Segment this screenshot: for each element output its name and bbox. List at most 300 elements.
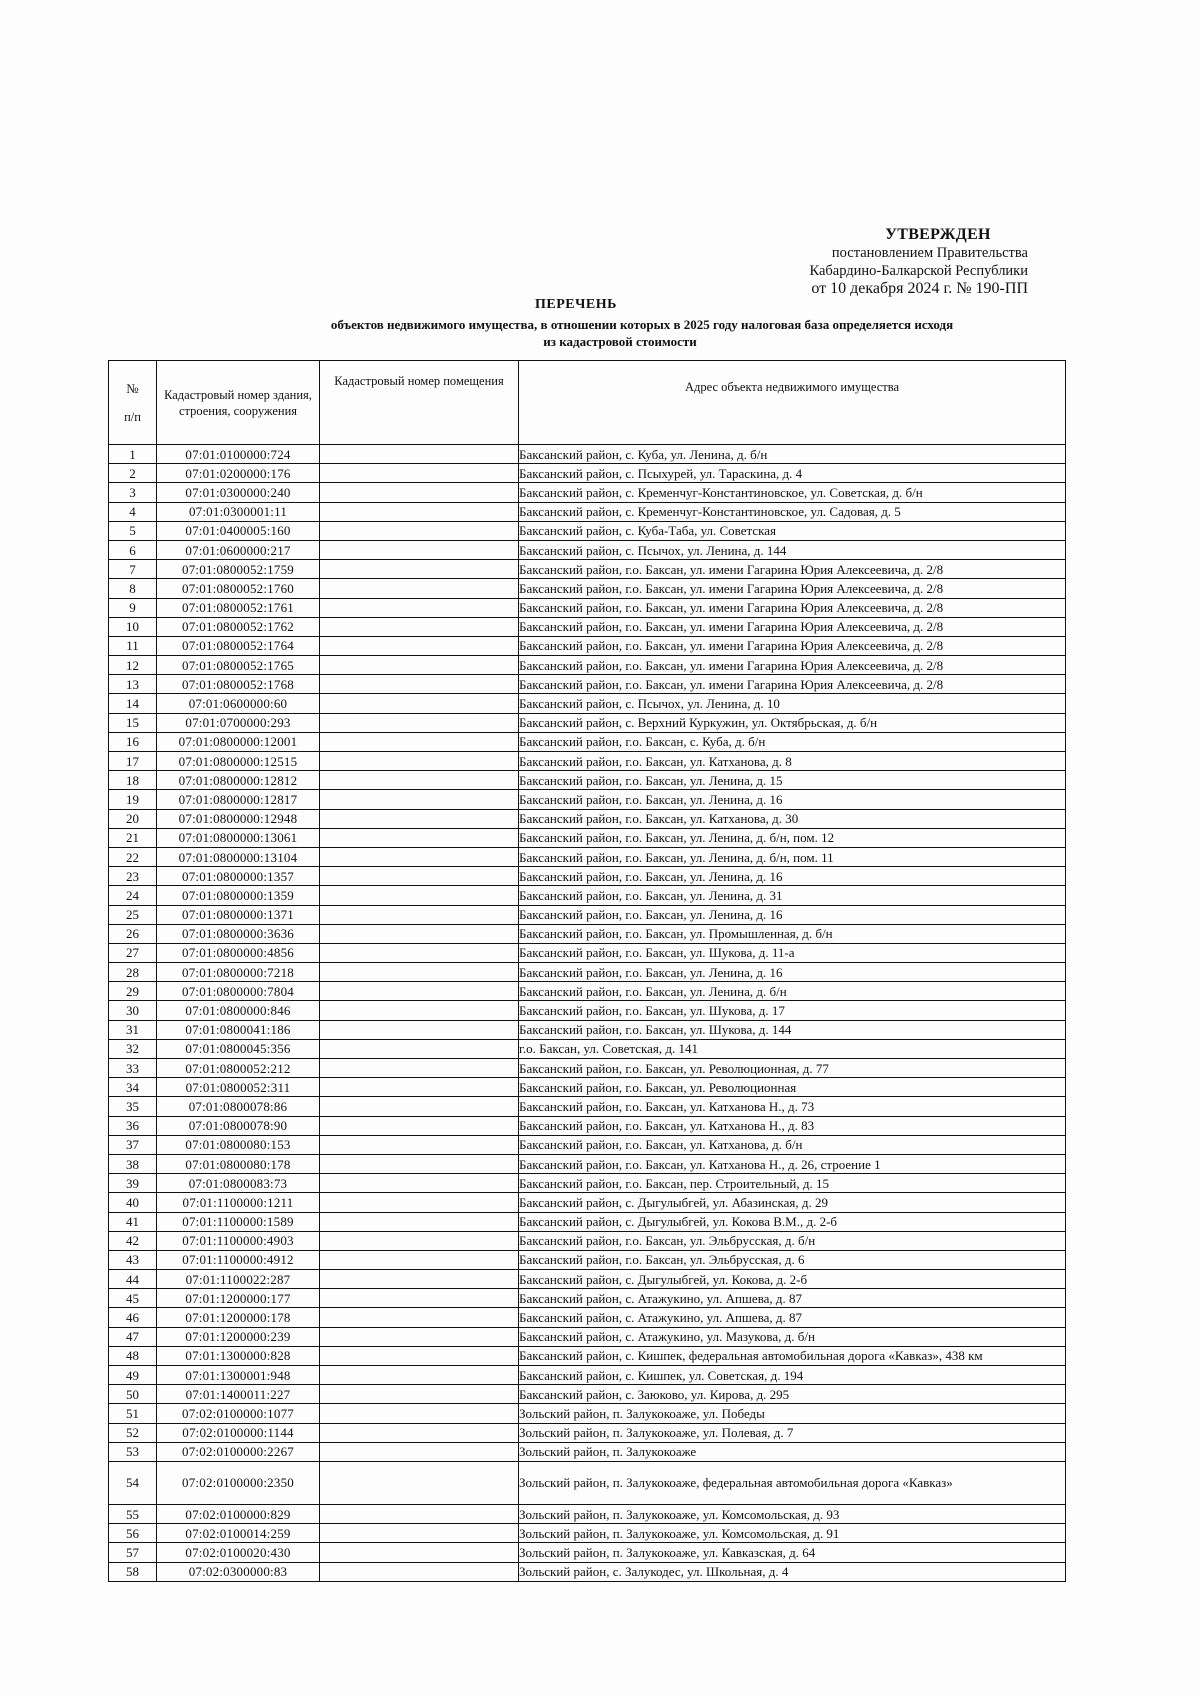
cell-building-cadastral: 07:01:0800000:1371 [157,905,320,924]
cell-address: Баксанский район, г.о. Баксан, ул. имени Гагарина Юрия Алексеевича, д. 2/8 [519,560,1066,579]
table-row [109,1039,1066,1058]
cell-room-cadastral [320,502,519,521]
cell-number: 35 [109,1097,157,1116]
cell-address: Баксанский район, г.о. Баксан, ул. Катханова, д. 8 [519,752,1066,771]
cell-building-cadastral: 07:01:0800045:356 [157,1039,320,1058]
cell-room-cadastral [320,1135,519,1154]
cell-building-cadastral: 07:01:1200000:178 [157,1308,320,1327]
cell-number: 7 [109,560,157,579]
cell-address: Баксанский район, с. Кишпек, федеральная автомобильная дорога «Кавказ», 438 км [519,1346,1066,1365]
table-row [109,445,1066,464]
title-main: ПЕРЕЧЕНЬ [535,297,617,312]
cell-number: 47 [109,1327,157,1346]
table-row [109,732,1066,751]
cell-number: 50 [109,1385,157,1404]
cell-address: Баксанский район, г.о. Баксан, ул. имени Гагарина Юрия Алексеевича, д. 2/8 [519,598,1066,617]
cell-room-cadastral [320,1020,519,1039]
cell-number: 37 [109,1135,157,1154]
cell-number: 58 [109,1562,157,1581]
cell-room-cadastral [320,1289,519,1308]
cell-building-cadastral: 07:01:0800080:153 [157,1135,320,1154]
cell-room-cadastral [320,771,519,790]
cell-building-cadastral: 07:01:1100000:1211 [157,1193,320,1212]
table-row [109,579,1066,598]
cell-room-cadastral [320,1212,519,1231]
cell-room-cadastral [320,752,519,771]
cell-address: Баксанский район, г.о. Баксан, ул. Катханова, д. б/н [519,1135,1066,1154]
cell-building-cadastral: 07:01:1200000:239 [157,1327,320,1346]
cell-number: 40 [109,1193,157,1212]
cell-address: Зольский район, п. Залукокоаже, ул. Комсомольская, д. 91 [519,1524,1066,1543]
cell-number: 23 [109,867,157,886]
cell-number: 46 [109,1308,157,1327]
cell-room-cadastral [320,617,519,636]
cell-number: 29 [109,982,157,1001]
cell-address: Баксанский район, с. Куба-Таба, ул. Советская [519,521,1066,540]
cell-building-cadastral: 07:01:0300001:11 [157,502,320,521]
cell-room-cadastral [320,1504,519,1523]
header-number-pp: п/п [124,409,141,424]
table-row [109,1231,1066,1250]
table-row [109,1097,1066,1116]
cell-building-cadastral: 07:01:0800000:13061 [157,828,320,847]
cell-address: Баксанский район, г.о. Баксан, ул. Ленина, д. 15 [519,771,1066,790]
cell-address: Баксанский район, с. Атажукино, ул. Мазукова, д. б/н [519,1327,1066,1346]
cell-room-cadastral [320,675,519,694]
cell-building-cadastral: 07:02:0300000:83 [157,1562,320,1581]
table-row [109,675,1066,694]
cell-number: 2 [109,464,157,483]
cell-building-cadastral: 07:01:1300001:948 [157,1366,320,1385]
cell-number: 5 [109,521,157,540]
cell-address: Баксанский район, с. Верхний Куркужин, ул. Октябрьская, д. б/н [519,713,1066,732]
cell-building-cadastral: 07:01:0800052:1762 [157,617,320,636]
cell-building-cadastral: 07:01:0800052:1761 [157,598,320,617]
header-address: Адрес объекта недвижимого имущества [519,361,1066,445]
cell-address: Зольский район, п. Залукокоаже, федеральная автомобильная дорога «Кавказ» [519,1461,1066,1504]
table-row [109,1020,1066,1039]
cell-number: 33 [109,1059,157,1078]
cell-room-cadastral [320,1385,519,1404]
table-row [109,1212,1066,1231]
header-building-cadastral: Кадастровый номер здания, строения, сооружения [157,361,320,445]
cell-address: Баксанский район, г.о. Баксан, ул. Ленина, д. 16 [519,905,1066,924]
title-subtitle: объектов недвижимого имущества, в отношении которых в 2025 году налоговая база определяется исходя [330,317,954,332]
cell-number: 44 [109,1270,157,1289]
cell-room-cadastral [320,1461,519,1504]
cell-number: 27 [109,943,157,962]
table-row [109,560,1066,579]
cell-address: Баксанский район, с. Псычох, ул. Ленина, д. 10 [519,694,1066,713]
cell-building-cadastral: 07:01:1200000:177 [157,1289,320,1308]
cell-room-cadastral [320,1174,519,1193]
cell-building-cadastral: 07:01:0800000:12817 [157,790,320,809]
cell-building-cadastral: 07:02:0100014:259 [157,1524,320,1543]
cell-address: Баксанский район, г.о. Баксан, ул. имени Гагарина Юрия Алексеевича, д. 2/8 [519,675,1066,694]
cell-building-cadastral: 07:02:0100000:2350 [157,1461,320,1504]
table-row [109,752,1066,771]
table-row [109,867,1066,886]
cell-number: 42 [109,1231,157,1250]
cell-room-cadastral [320,809,519,828]
cell-building-cadastral: 07:01:0800052:1759 [157,560,320,579]
table-row [109,1289,1066,1308]
table-row [109,1308,1066,1327]
cell-room-cadastral [320,828,519,847]
table-row [109,1404,1066,1423]
cell-room-cadastral [320,1346,519,1365]
table-row [109,1154,1066,1173]
cell-address: Баксанский район, г.о. Баксан, ул. Промышленная, д. б/н [519,924,1066,943]
cell-address: Баксанский район, с. Кременчуг-Константиновское, ул. Советская, д. б/н [519,483,1066,502]
cell-number: 21 [109,828,157,847]
cell-room-cadastral [320,713,519,732]
cell-address: Зольский район, п. Залукокоаже [519,1442,1066,1461]
cell-number: 14 [109,694,157,713]
cell-building-cadastral: 07:01:0800000:7218 [157,963,320,982]
cell-building-cadastral: 07:01:0800000:3636 [157,924,320,943]
approval-heading: УТВЕРЖДЕН [885,226,991,243]
table-row [109,924,1066,943]
cell-building-cadastral: 07:01:1400011:227 [157,1385,320,1404]
cell-number: 31 [109,1020,157,1039]
cell-address: Зольский район, с. Залукодес, ул. Школьная, д. 4 [519,1562,1066,1581]
table-row [109,905,1066,924]
cell-number: 51 [109,1404,157,1423]
cell-address: Баксанский район, с. Атажукино, ул. Апшева, д. 87 [519,1308,1066,1327]
cell-number: 52 [109,1423,157,1442]
cell-room-cadastral [320,1097,519,1116]
cell-number: 39 [109,1174,157,1193]
cell-address: Баксанский район, г.о. Баксан, ул. Ленина, д. 16 [519,963,1066,982]
cell-address: Баксанский район, с. Дыгулыбгей, ул. Кокова В.М., д. 2-б [519,1212,1066,1231]
cell-room-cadastral [320,598,519,617]
cell-number: 53 [109,1442,157,1461]
cell-room-cadastral [320,924,519,943]
cell-address: Баксанский район, с. Псыхурей, ул. Тараскина, д. 4 [519,464,1066,483]
cell-number: 48 [109,1346,157,1365]
cell-building-cadastral: 07:01:0800000:12515 [157,752,320,771]
cell-address: Баксанский район, г.о. Баксан, ул. Ленина, д. 31 [519,886,1066,905]
cell-number: 10 [109,617,157,636]
table-row [109,1174,1066,1193]
cell-address: Баксанский район, г.о. Баксан, ул. имени Гагарина Юрия Алексеевича, д. 2/8 [519,579,1066,598]
cell-address: Баксанский район, г.о. Баксан, ул. Ленина, д. 16 [519,790,1066,809]
cell-building-cadastral: 07:02:0100020:430 [157,1543,320,1562]
cell-address: Баксанский район, с. Дыгулыбгей, ул. Абазинская, д. 29 [519,1193,1066,1212]
cell-building-cadastral: 07:01:1100000:1589 [157,1212,320,1231]
cell-number: 25 [109,905,157,924]
cell-address: Баксанский район, г.о. Баксан, ул. Революционная [519,1078,1066,1097]
cell-room-cadastral [320,540,519,559]
table-row [109,1270,1066,1289]
table-row [109,1543,1066,1562]
table-row [109,598,1066,617]
cell-number: 32 [109,1039,157,1058]
cell-number: 56 [109,1524,157,1543]
cell-room-cadastral [320,1423,519,1442]
header-number [109,361,157,445]
cell-number: 30 [109,1001,157,1020]
table-row [109,1524,1066,1543]
cell-number: 22 [109,847,157,866]
cell-address: Баксанский район, с. Псычох, ул. Ленина, д. 144 [519,540,1066,559]
cell-number: 11 [109,636,157,655]
cell-building-cadastral: 07:01:0400005:160 [157,521,320,540]
cell-number: 20 [109,809,157,828]
cell-building-cadastral: 07:01:0800041:186 [157,1020,320,1039]
cell-address: Баксанский район, г.о. Баксан, ул. имени Гагарина Юрия Алексеевича, д. 2/8 [519,636,1066,655]
cell-number: 55 [109,1504,157,1523]
table-row [109,1442,1066,1461]
cell-building-cadastral: 07:01:0800000:1359 [157,886,320,905]
cell-room-cadastral [320,483,519,502]
cell-number: 41 [109,1212,157,1231]
cell-room-cadastral [320,732,519,751]
table-row [109,771,1066,790]
cell-room-cadastral [320,1524,519,1543]
cell-room-cadastral [320,1116,519,1135]
cell-address: Баксанский район, г.о. Баксан, ул. Эльбрусская, д. 6 [519,1250,1066,1269]
cell-address: Баксанский район, г.о. Баксан, ул. Катханова, д. 30 [519,809,1066,828]
table-row [109,540,1066,559]
cell-room-cadastral [320,1039,519,1058]
table-row [109,1327,1066,1346]
cell-room-cadastral [320,963,519,982]
cell-number: 24 [109,886,157,905]
cell-building-cadastral: 07:01:0800052:1765 [157,656,320,675]
cell-building-cadastral: 07:01:0800000:7804 [157,982,320,1001]
cell-number: 8 [109,579,157,598]
cell-room-cadastral [320,1366,519,1385]
table-row [109,1366,1066,1385]
table-row [109,1346,1066,1365]
cell-building-cadastral: 07:01:1100000:4903 [157,1231,320,1250]
cell-number: 12 [109,656,157,675]
cell-building-cadastral: 07:02:0100000:1077 [157,1404,320,1423]
cell-address: Баксанский район, г.о. Баксан, ул. имени Гагарина Юрия Алексеевича, д. 2/8 [519,656,1066,675]
cell-room-cadastral [320,905,519,924]
cell-number: 17 [109,752,157,771]
cell-number: 6 [109,540,157,559]
cell-building-cadastral: 07:01:1300000:828 [157,1346,320,1365]
cell-room-cadastral [320,1250,519,1269]
cell-address: Баксанский район, г.о. Баксан, ул. Революционная, д. 77 [519,1059,1066,1078]
approval-block [768,226,1028,298]
title-subtitle-2: из кадастровой стоимости [543,334,697,349]
cell-number: 34 [109,1078,157,1097]
table-row [109,847,1066,866]
cell-address: Зольский район, п. Залукокоаже, ул. Кавказская, д. 64 [519,1543,1066,1562]
table-row [109,1423,1066,1442]
approval-line-2: Кабардино-Балкарской Республики [809,263,1028,279]
table-body [109,445,1066,1582]
property-table [108,360,1066,1582]
table-row [109,1504,1066,1523]
cell-address: Баксанский район, с. Кременчуг-Константиновское, ул. Садовая, д. 5 [519,502,1066,521]
cell-number: 26 [109,924,157,943]
cell-room-cadastral [320,1059,519,1078]
cell-building-cadastral: 07:01:0800052:311 [157,1078,320,1097]
cell-building-cadastral: 07:01:0800000:1357 [157,867,320,886]
table-row [109,943,1066,962]
table-row [109,1193,1066,1212]
cell-room-cadastral [320,1231,519,1250]
cell-address: Баксанский район, г.о. Баксан, ул. Ленина, д. 16 [519,867,1066,886]
table-row [109,636,1066,655]
cell-room-cadastral [320,790,519,809]
table-row [109,1059,1066,1078]
table-row [109,464,1066,483]
cell-room-cadastral [320,867,519,886]
cell-building-cadastral: 07:01:0800052:1764 [157,636,320,655]
cell-address: Баксанский район, г.о. Баксан, ул. Ленина, д. б/н [519,982,1066,1001]
approval-line-1: постановлением Правительства [831,245,1028,261]
cell-building-cadastral: 07:01:0800052:212 [157,1059,320,1078]
cell-room-cadastral [320,1543,519,1562]
cell-address: Зольский район, п. Залукокоаже, ул. Полевая, д. 7 [519,1423,1066,1442]
cell-address: Баксанский район, с. Кишпек, ул. Советская, д. 194 [519,1366,1066,1385]
cell-building-cadastral: 07:01:0800000:13104 [157,847,320,866]
cell-number: 3 [109,483,157,502]
cell-address: Баксанский район, г.о. Баксан, ул. Эльбрусская, д. б/н [519,1231,1066,1250]
table-row [109,963,1066,982]
table-row [109,656,1066,675]
cell-room-cadastral [320,982,519,1001]
cell-building-cadastral: 07:01:0700000:293 [157,713,320,732]
cell-room-cadastral [320,1001,519,1020]
cell-building-cadastral: 07:01:0800083:73 [157,1174,320,1193]
cell-building-cadastral: 07:01:0800078:86 [157,1097,320,1116]
cell-number: 43 [109,1250,157,1269]
header-number-sign: № [126,380,139,396]
cell-number: 9 [109,598,157,617]
cell-number: 28 [109,963,157,982]
cell-address: Баксанский район, г.о. Баксан, ул. Ленина, д. б/н, пом. 12 [519,828,1066,847]
cell-address: Баксанский район, с. Заюково, ул. Кирова, д. 295 [519,1385,1066,1404]
cell-number: 57 [109,1543,157,1562]
table-row [109,1250,1066,1269]
cell-address: Баксанский район, с. Атажукино, ул. Апшева, д. 87 [519,1289,1066,1308]
cell-address: Баксанский район, г.о. Баксан, ул. Шукова, д. 11-а [519,943,1066,962]
cell-address: Баксанский район, г.о. Баксан, ул. Шукова, д. 17 [519,1001,1066,1020]
cell-address: Баксанский район, г.о. Баксан, ул. имени Гагарина Юрия Алексеевича, д. 2/8 [519,617,1066,636]
cell-room-cadastral [320,1327,519,1346]
table-row [109,713,1066,732]
cell-number: 13 [109,675,157,694]
cell-building-cadastral: 07:01:0800078:90 [157,1116,320,1135]
cell-address: Баксанский район, г.о. Баксан, ул. Ленина, д. б/н, пом. 11 [519,847,1066,866]
table-row [109,1001,1066,1020]
cell-room-cadastral [320,1193,519,1212]
table-row [109,1116,1066,1135]
cell-room-cadastral [320,560,519,579]
cell-building-cadastral: 07:01:1100000:4912 [157,1250,320,1269]
table-row [109,1461,1066,1504]
cell-room-cadastral [320,1442,519,1461]
cell-room-cadastral [320,886,519,905]
cell-number: 45 [109,1289,157,1308]
cell-number: 16 [109,732,157,751]
cell-room-cadastral [320,656,519,675]
table-row [109,790,1066,809]
cell-address: Баксанский район, г.о. Баксан, ул. Шукова, д. 144 [519,1020,1066,1039]
cell-address: Баксанский район, г.о. Баксан, с. Куба, д. б/н [519,732,1066,751]
cell-room-cadastral [320,694,519,713]
cell-number: 4 [109,502,157,521]
cell-building-cadastral: 07:02:0100000:829 [157,1504,320,1523]
table-row [109,694,1066,713]
cell-room-cadastral [320,579,519,598]
cell-building-cadastral: 07:01:0800000:12812 [157,771,320,790]
cell-building-cadastral: 07:01:0600000:217 [157,540,320,559]
table-row [109,886,1066,905]
cell-room-cadastral [320,1078,519,1097]
cell-address: Баксанский район, г.о. Баксан, ул. Катханова Н., д. 26, строение 1 [519,1154,1066,1173]
cell-building-cadastral: 07:02:0100000:2267 [157,1442,320,1461]
cell-number: 19 [109,790,157,809]
cell-room-cadastral [320,1308,519,1327]
cell-building-cadastral: 07:01:1100022:287 [157,1270,320,1289]
cell-room-cadastral [320,636,519,655]
table-row [109,828,1066,847]
cell-building-cadastral: 07:01:0800000:12001 [157,732,320,751]
cell-number: 18 [109,771,157,790]
cell-building-cadastral: 07:01:0800000:846 [157,1001,320,1020]
table-row [109,982,1066,1001]
cell-number: 15 [109,713,157,732]
table-header-row [109,361,1066,445]
table-row [109,1135,1066,1154]
cell-address: Баксанский район, г.о. Баксан, ул. Катханова Н., д. 73 [519,1097,1066,1116]
cell-room-cadastral [320,464,519,483]
cell-building-cadastral: 07:02:0100000:1144 [157,1423,320,1442]
cell-address: Баксанский район, с. Дыгулыбгей, ул. Кокова, д. 2-б [519,1270,1066,1289]
cell-building-cadastral: 07:01:0800080:178 [157,1154,320,1173]
table-row [109,502,1066,521]
cell-address: г.о. Баксан, ул. Советская, д. 141 [519,1039,1066,1058]
cell-address: Баксанский район, г.о. Баксан, пер. Строительный, д. 15 [519,1174,1066,1193]
approval-line-3: от 10 декабря 2024 г. № 190-ПП [811,280,1028,297]
cell-number: 54 [109,1461,157,1504]
cell-number: 49 [109,1366,157,1385]
table-row [109,521,1066,540]
cell-building-cadastral: 07:01:0800000:12948 [157,809,320,828]
cell-building-cadastral: 07:01:0100000:724 [157,445,320,464]
cell-number: 38 [109,1154,157,1173]
cell-building-cadastral: 07:01:0600000:60 [157,694,320,713]
cell-building-cadastral: 07:01:0200000:176 [157,464,320,483]
cell-room-cadastral [320,1270,519,1289]
cell-building-cadastral: 07:01:0800052:1768 [157,675,320,694]
cell-address: Баксанский район, с. Куба, ул. Ленина, д. б/н [519,445,1066,464]
table-row [109,483,1066,502]
cell-number: 36 [109,1116,157,1135]
table-row [109,809,1066,828]
cell-room-cadastral [320,1562,519,1581]
cell-room-cadastral [320,1154,519,1173]
cell-address: Зольский район, п. Залукокоаже, ул. Комсомольская, д. 93 [519,1504,1066,1523]
cell-address: Зольский район, п. Залукокоаже, ул. Победы [519,1404,1066,1423]
cell-building-cadastral: 07:01:0800000:4856 [157,943,320,962]
cell-building-cadastral: 07:01:0300000:240 [157,483,320,502]
table-row [109,1078,1066,1097]
table-row [109,617,1066,636]
table-row [109,1562,1066,1581]
cell-room-cadastral [320,445,519,464]
cell-building-cadastral: 07:01:0800052:1760 [157,579,320,598]
cell-room-cadastral [320,943,519,962]
